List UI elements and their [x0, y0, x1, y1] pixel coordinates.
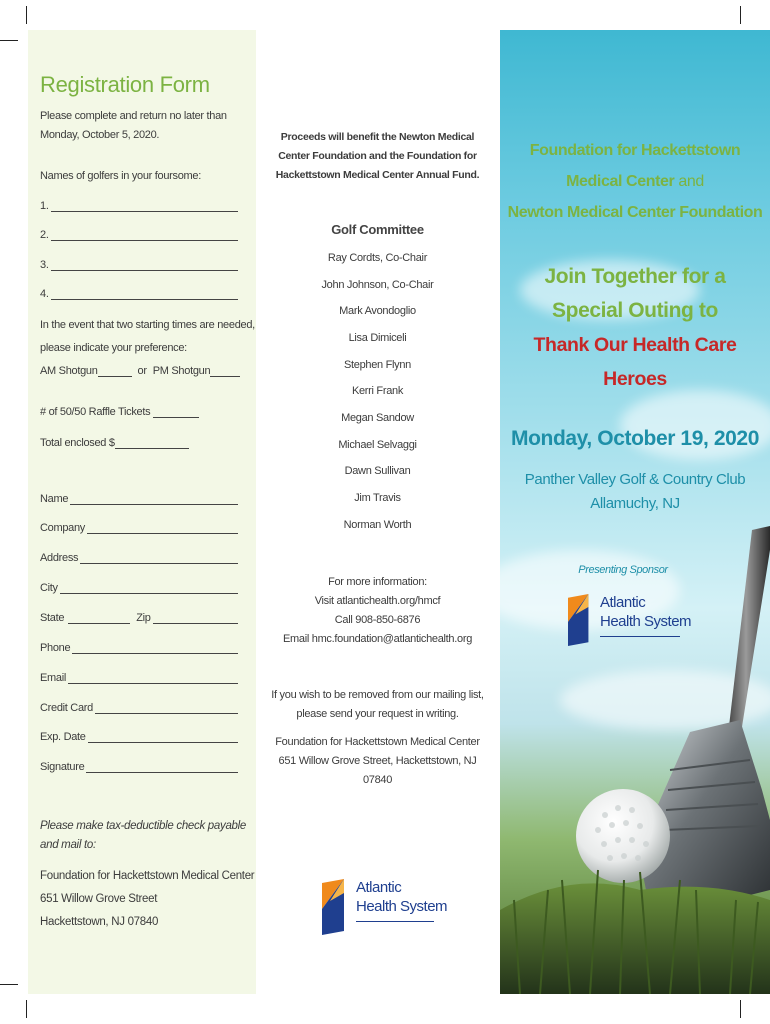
org-line1: Foundation for Hackettstown: [529, 142, 741, 159]
instructions-line2: Monday, October 5, 2020.: [40, 129, 160, 141]
org-line2b: and: [678, 173, 704, 190]
golfer-1-field[interactable]: [40, 200, 238, 212]
total-label: Total enclosed $: [40, 437, 115, 449]
check-note-line1: Please make tax-deductible check payable: [40, 820, 246, 832]
crop-mark: [26, 6, 27, 24]
pm-shotgun-label: PM Shotgun: [152, 365, 211, 377]
starting-times-line1: In the event that two starting times are needed,: [40, 319, 255, 331]
event-venue-block: [500, 468, 770, 516]
sponsor-logo: [568, 594, 692, 648]
headline-line1: Join Together for a: [544, 265, 726, 288]
zip-label: Zip: [136, 612, 151, 624]
exp-date-label: Exp. Date: [40, 731, 86, 743]
signature-label: Signature: [40, 761, 85, 773]
check-note-line2: and mail to:: [40, 839, 96, 851]
committee-title: Golf Committee: [331, 222, 424, 237]
cover-headline: [500, 260, 770, 396]
phone-field[interactable]: [40, 642, 238, 654]
info-web-link[interactable]: Visit atlantichealth.org/hmcf: [314, 595, 441, 607]
crop-mark: [740, 1000, 741, 1018]
crop-mark: [0, 984, 18, 985]
am-shotgun-label: AM Shotgun: [40, 365, 98, 377]
name-field[interactable]: [40, 493, 238, 505]
foundation-name: Foundation for Hackettstown Medical Center: [275, 736, 480, 748]
proceeds-note: [265, 128, 490, 185]
committee-member: Megan Sandow: [341, 412, 414, 424]
email-field[interactable]: [40, 672, 238, 684]
sponsor-line2: Health System: [600, 613, 692, 630]
company-label: Company: [40, 522, 85, 534]
instructions-line1: Please complete and return no later than: [40, 110, 227, 122]
committee-member: Michael Selvaggi: [338, 439, 417, 451]
golfers-label: Names of golfers in your foursome:: [40, 170, 201, 182]
city-field[interactable]: [40, 582, 238, 594]
event-date: Monday, October 19, 2020: [511, 427, 759, 450]
mail-city: Hackettstown, NJ 07840: [40, 916, 159, 928]
golfer-4-label: 4.: [40, 288, 49, 300]
exp-date-field[interactable]: [40, 731, 238, 743]
foundation-address: 651 Willow Grove Street, Hackettstown, NJ 07840: [278, 755, 477, 786]
remove-line1: If you wish to be removed from our mailing list,: [271, 689, 484, 701]
crop-mark: [26, 1000, 27, 1018]
phone-label: Phone: [40, 642, 71, 654]
proceeds-line2: Center Foundation and the Foundation for: [278, 150, 477, 162]
committee-member: Ray Cordts, Co-Chair: [327, 252, 428, 264]
name-label: Name: [40, 493, 69, 505]
committee-member: Kerri Frank: [351, 385, 404, 397]
company-field[interactable]: [40, 522, 238, 534]
foundation-address-block: [265, 733, 490, 790]
raffle-field[interactable]: [40, 406, 199, 418]
raffle-label: # of 50/50 Raffle Tickets: [40, 406, 151, 418]
or-label: or: [137, 365, 147, 377]
credit-card-field[interactable]: [40, 702, 238, 714]
golfer-2-label: 2.: [40, 229, 49, 241]
sponsor-line1: Atlantic: [600, 594, 646, 611]
atlantic-health-logo: [322, 879, 448, 935]
state-zip-field[interactable]: [40, 612, 238, 624]
crop-mark: [740, 6, 741, 24]
address-field[interactable]: [40, 552, 238, 564]
golfer-3-label: 3.: [40, 259, 49, 271]
golfer-1-label: 1.: [40, 200, 49, 212]
org-line3: Newton Medical Center Foundation: [507, 204, 763, 221]
info-phone: Call 908-850-6876: [334, 614, 421, 626]
golfer-4-field[interactable]: [40, 288, 238, 300]
org-line2a: Medical Center: [566, 173, 675, 190]
proceeds-line1: Proceeds will benefit the Newton Medical: [280, 131, 475, 143]
registration-title: Registration Form: [40, 72, 210, 97]
crop-mark: [0, 40, 18, 41]
committee-member: Norman Worth: [343, 519, 412, 531]
shotgun-preference[interactable]: [40, 365, 240, 377]
info-title: For more information:: [328, 576, 427, 588]
committee-member: Lisa Dimiceli: [348, 332, 407, 344]
logo-mark-icon: [322, 879, 350, 935]
event-venue: Panther Valley Golf & Country Club: [524, 471, 746, 488]
sponsor-label: Presenting Sponsor: [578, 564, 668, 576]
committee-member: Mark Avondoglio: [339, 305, 416, 317]
golfer-2-field[interactable]: [40, 229, 238, 241]
committee-member: Jim Travis: [354, 492, 401, 504]
mailing-list-note: [265, 686, 490, 724]
headline-line2: Special Outing to: [552, 299, 718, 322]
city-label: City: [40, 582, 58, 594]
info-email-link[interactable]: Email hmc.foundation@atlantichealth.org: [282, 633, 473, 645]
check-note: [40, 817, 246, 855]
state-label: State: [40, 612, 65, 624]
golfer-3-field[interactable]: [40, 259, 238, 271]
email-label: Email: [40, 672, 67, 684]
sponsor-logo-mark-icon: [568, 594, 594, 646]
logo-line1: Atlantic: [356, 879, 402, 896]
address-label: Address: [40, 552, 79, 564]
committee-member: Stephen Flynn: [343, 359, 412, 371]
proceeds-line3: Hackettstown Medical Center Annual Fund.: [275, 169, 480, 181]
mail-street: 651 Willow Grove Street: [40, 893, 158, 905]
signature-field[interactable]: [40, 761, 238, 773]
cover-org: [500, 135, 770, 228]
mail-name: Foundation for Hackettstown Medical Center: [40, 870, 255, 882]
remove-line2: please send your request in writing.: [296, 708, 459, 720]
total-field[interactable]: [40, 437, 189, 449]
committee-member: John Johnson, Co-Chair: [321, 279, 434, 291]
credit-card-label: Credit Card: [40, 702, 93, 714]
starting-times-line2: please indicate your preference:: [40, 342, 187, 354]
event-location: Allamuchy, NJ: [590, 495, 680, 512]
headline-line3: Thank Our Health Care Heroes: [533, 334, 737, 390]
committee-member: Dawn Sullivan: [344, 465, 411, 477]
info-block: [265, 573, 490, 649]
logo-line2: Health System: [356, 898, 448, 915]
